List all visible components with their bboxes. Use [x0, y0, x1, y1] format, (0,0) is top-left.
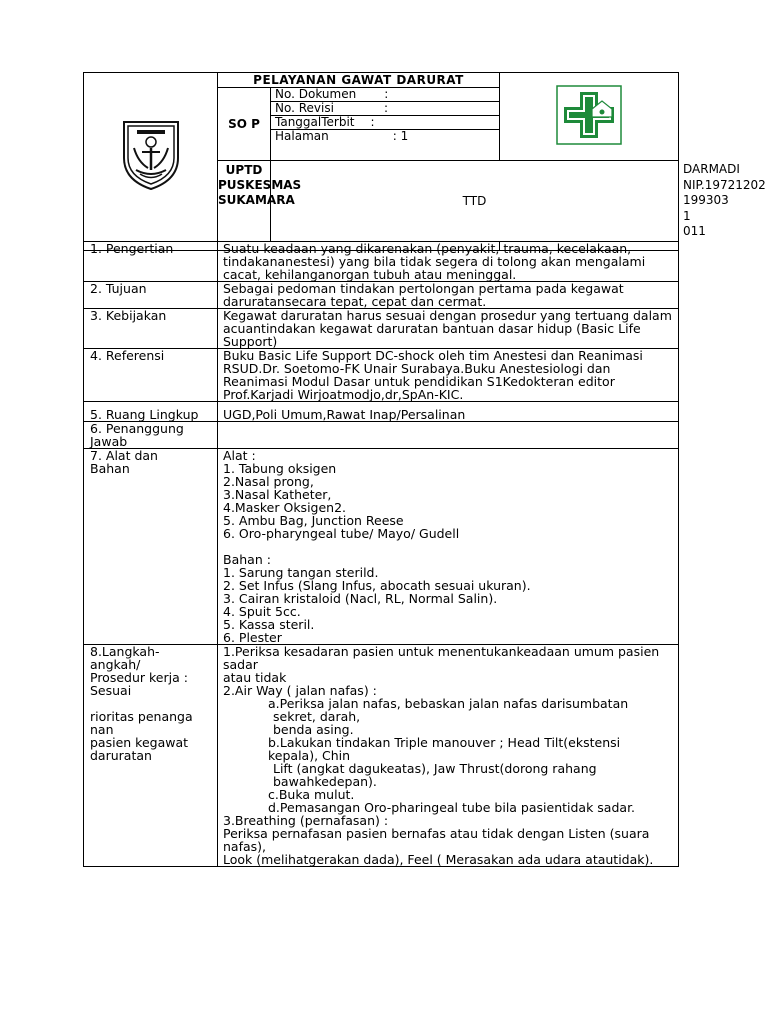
- field-no-dokumen: No. Dokumen :: [271, 88, 500, 102]
- step-2a: a.Periksa jalan nafas, bebaskan jalan nafas darisumbatan: [268, 696, 629, 711]
- text-referensi: Buku Basic Life Support DC-shock oleh tim Anestesi dan Reanimasi RSUD.Dr. Soetomo-FK Unair Surabaya.Buku Anestesiologi dan Reanimasi Modul Dasar untuk pendidikan S1Kedokteran editor Prof.Karjadi Wirjoatmodjo,dr,SpAn-KIC.: [218, 349, 679, 402]
- puskesmas-cross-icon: [556, 85, 622, 145]
- step-2a-cont: sekret, darah,: [273, 709, 361, 724]
- text-ruang-lingkup: UGD,Poli Umum,Rawat Inap/Persalinan: [218, 402, 679, 422]
- step-2d: d.Pemasangan Oro-pharingeal tube bila pasientidak sadar.: [268, 800, 636, 815]
- ttd-signature: TTD: [271, 161, 679, 242]
- alat-item: 6. Oro-pharyngeal tube/ Mayo/ Gudell: [223, 526, 460, 541]
- row-ruang-lingkup: [84, 402, 679, 422]
- bahan-item: 3. Cairan kristaloid (Nacl, RL, Normal Salin).: [223, 591, 498, 606]
- bahan-item: 5. Kassa steril.: [223, 617, 315, 632]
- regency-emblem-icon: [120, 118, 182, 192]
- row-tujuan: [84, 282, 679, 309]
- text-penanggung-jawab: [218, 422, 679, 449]
- label-referensi: 4. Referensi: [84, 349, 218, 402]
- step-1: 1.Periksa kesadaran pasien untuk menentukankeadaan umum pasien sadar: [223, 644, 660, 672]
- text-kebijakan: Kegawat daruratan harus sesuai dengan prosedur yang tertuang dalam acuantindakan kegawat daruratan bantuan dasar hidup (Basic Life Support): [218, 309, 679, 349]
- label-penanggung-jawab: 6. Penanggung Jawab: [84, 422, 218, 449]
- text-pengertian: Suatu keadaan yang dikarenakan (penyakit, trauma, kecelakaan, tindakananestesi) yang bila tidak segera di tolong akan mengalami cacat, kehilanganorgan tubuh atau meninggal.: [218, 242, 679, 282]
- text-alat-bahan: [218, 449, 679, 645]
- step-2c: c.Buka mulut.: [268, 787, 355, 802]
- step-3-line: Periksa pernafasan pasien bernafas atau tidak dengan Listen (suara nafas),: [223, 826, 650, 854]
- text-tujuan: Sebagai pedoman tindakan pertolongan pertama pada kegawat daruratansecara tepat, cepat dan cermat.: [218, 282, 679, 309]
- alat-heading: Alat :: [223, 448, 256, 463]
- field-tanggal-terbit: TanggalTerbit :: [271, 116, 500, 130]
- sop-content-table: [83, 241, 679, 867]
- organization-name: UPTD PUSKESMAS SUKAMARA: [218, 161, 271, 242]
- alat-item: 2.Nasal prong,: [223, 474, 314, 489]
- label-alat-bahan: 7. Alat dan Bahan: [84, 449, 218, 645]
- row-penanggung-jawab: [84, 422, 679, 449]
- row-kebijakan: [84, 309, 679, 349]
- bahan-heading: Bahan :: [223, 552, 271, 567]
- bahan-item: 6. Plester: [223, 630, 282, 645]
- regency-emblem-cell: [84, 73, 218, 242]
- row-pengertian: [84, 242, 679, 282]
- bahan-item: 1. Sarung tangan sterild.: [223, 565, 379, 580]
- label-kebijakan: 3. Kebijakan: [84, 309, 218, 349]
- alat-item: 4.Masker Oksigen2.: [223, 500, 347, 515]
- alat-item: 5. Ambu Bag, Junction Reese: [223, 513, 404, 528]
- field-no-revisi: No. Revisi :: [271, 102, 500, 116]
- label-pengertian: 1. Pengertian: [84, 242, 218, 282]
- step-2b-cont: Lift (angkat dagukeatas), Jaw Thrust(dorong rahang bawahkedepan).: [273, 761, 597, 789]
- field-halaman: Halaman : 1: [271, 130, 500, 161]
- sop-header-table: PELAYANAN GAWAT DARURAT SO P No. Dokumen : No. Revisi : TanggalTerbit : Halaman : 1 UPTD PUSKESMAS SUKAMARA TTD DARMADI NIP.19721202 199303 1 011: [83, 72, 679, 251]
- row-referensi: [84, 349, 679, 402]
- alat-item: 3.Nasal Katheter,: [223, 487, 332, 502]
- row-alat-bahan: [84, 449, 679, 645]
- sop-label: SO P: [218, 88, 271, 161]
- label-ruang-lingkup: 5. Ruang Lingkup: [84, 402, 218, 422]
- alat-item: 1. Tabung oksigen: [223, 461, 337, 476]
- step-1-cont: atau tidak: [223, 670, 287, 685]
- row-langkah: [84, 645, 679, 867]
- step-2-heading: 2.Air Way ( jalan nafas) :: [223, 683, 377, 698]
- step-2b: b.Lakukan tindakan Triple manouver ; Head Tilt(ekstensi kepala), Chin: [268, 735, 621, 763]
- label-langkah: 8.Langkah- angkah/ Prosedur kerja : Sesuai rioritas penanga nan pasien kegawat daruratan: [84, 645, 218, 867]
- document-title: PELAYANAN GAWAT DARURAT: [218, 73, 500, 88]
- puskesmas-logo-cell: [500, 73, 679, 161]
- step-3-heading: 3.Breathing (pernafasan) :: [223, 813, 389, 828]
- label-tujuan: 2. Tujuan: [84, 282, 218, 309]
- step-3-line: Look (melihatgerakan dada), Feel ( Merasakan ada udara atautidak).: [223, 852, 654, 867]
- text-langkah: [218, 645, 679, 867]
- step-2a-cont: benda asing.: [273, 722, 354, 737]
- bahan-item: 4. Spuit 5cc.: [223, 604, 301, 619]
- bahan-item: 2. Set Infus (Slang Infus, abocath sesuai ukuran).: [223, 578, 531, 593]
